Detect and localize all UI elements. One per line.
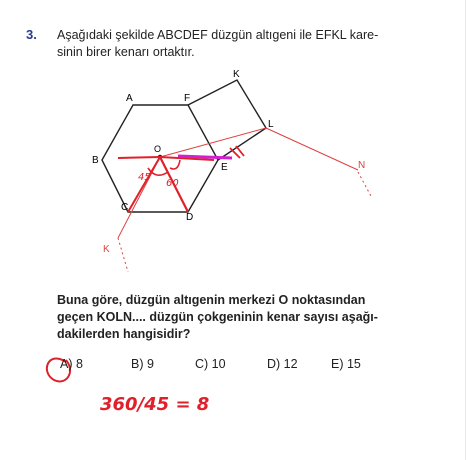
label-k-top: K bbox=[233, 69, 240, 80]
label-k-left: K bbox=[103, 244, 110, 255]
question-number: 3. bbox=[26, 27, 37, 42]
label-d: D bbox=[186, 212, 194, 223]
segment-l-n bbox=[266, 128, 358, 170]
label-n: N bbox=[358, 160, 366, 171]
label-b: B bbox=[92, 155, 99, 166]
stem-line-1: Aşağıdaki şekilde ABCDEF düzgün altıgeni ile EFKL kare- bbox=[57, 28, 379, 42]
segment-n-tail bbox=[358, 172, 372, 198]
prompt-line-1: Buna göre, düzgün altıgenin merkezi O noktasından bbox=[57, 293, 366, 307]
stem-line-2: sinin birer kenarı ortaktır. bbox=[57, 45, 195, 59]
label-e: E bbox=[221, 162, 228, 173]
segment-k-tail bbox=[118, 238, 128, 272]
choice-c[interactable]: C) 10 bbox=[195, 357, 226, 371]
question-prompt bbox=[57, 292, 452, 343]
label-a: A bbox=[126, 93, 133, 104]
label-l: L bbox=[268, 119, 274, 130]
choice-d[interactable]: D) 12 bbox=[267, 357, 298, 371]
label-c: C bbox=[121, 202, 129, 213]
angle-label-60: 60 bbox=[166, 178, 179, 189]
answer-choices bbox=[0, 357, 466, 377]
handwritten-computation: 360/45 = 8 bbox=[100, 394, 210, 415]
segment-o-l bbox=[160, 128, 266, 157]
center-point-o bbox=[158, 155, 163, 160]
choice-e[interactable]: E) 15 bbox=[331, 357, 361, 371]
prompt-line-3: dakilerden hangisidir? bbox=[57, 327, 191, 341]
label-f: F bbox=[184, 93, 191, 104]
square-efkl bbox=[188, 80, 266, 160]
choice-a[interactable]: A) 8 bbox=[60, 357, 83, 371]
angle-label-45: 45 bbox=[138, 172, 151, 183]
segment-o-k bbox=[118, 157, 160, 238]
prompt-line-2: geçen KOLN.... düzgün çokgeninin kenar sayısı aşağı- bbox=[57, 310, 378, 324]
label-o: O bbox=[154, 144, 162, 154]
choice-b[interactable]: B) 9 bbox=[131, 357, 154, 371]
